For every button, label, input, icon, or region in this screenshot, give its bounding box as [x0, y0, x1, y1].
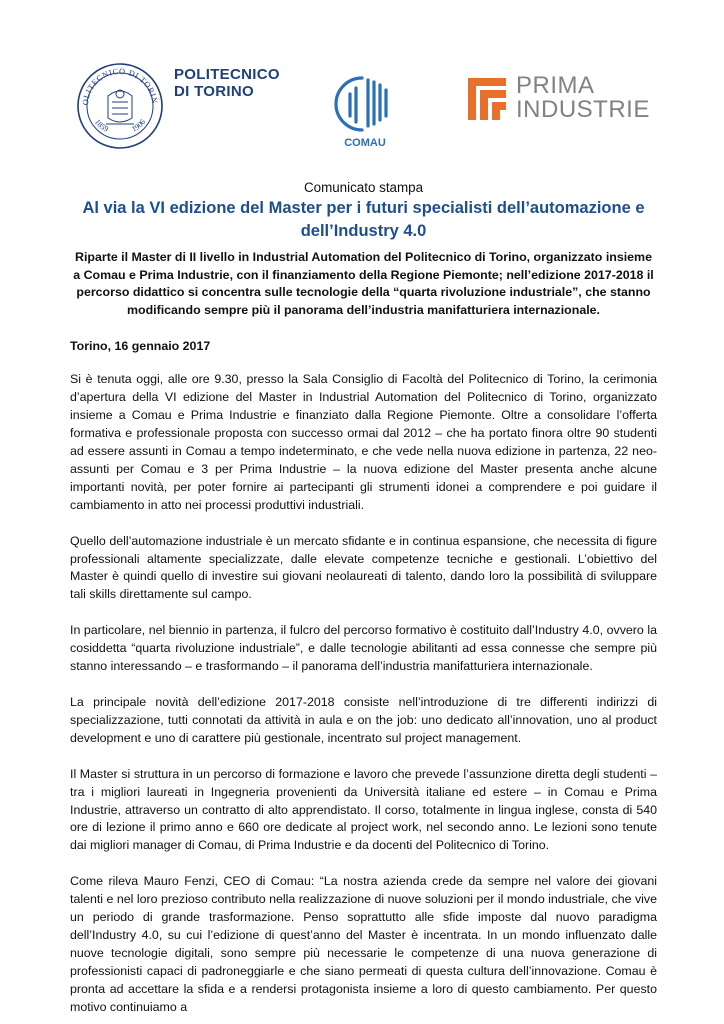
lead-paragraph: Riparte il Master di II livello in Industrial Automation del Politecnico di Torino, organizzato insieme a Comau e Prima Industrie, con il finanziamento della Regione Piemonte; nell’edizione 2017-2018 il percorso didattico si concentra sulle tecnologie della “quarta rivoluzione industriale”, che stanno modificando sempre più il panorama dell’industria manifatturiera internazionale.	[73, 250, 654, 317]
politecnico-seal-icon	[76, 62, 166, 152]
comau-mark-icon	[328, 72, 402, 152]
body-paragraph-2: Quello dell’automazione industriale è un mercato sfidante e in continua espansione, che necessita di figure professionali altamente specializzate, dalle elevate competenze tecniche e gestionali. L’obiettivo del Master è quindi quello di investire sui giovani neolaureati di talento, dando loro la possibilità di sviluppare tali skills direttamente sul campo.	[70, 533, 657, 602]
dateline: Torino, 16 gennaio 2017	[70, 339, 211, 354]
politecnico-line1: POLITECNICO	[174, 66, 280, 83]
body-paragraph-4: La principale novità dell’edizione 2017-2018 consiste nell’introduzione di tre differenti indirizzi di specializzazione, tutti connotati da attività in aula e on the job: uno dedicato all’innovation, uno al product development e uno di carattere più gestionale, incentrato sul project management.	[70, 694, 657, 745]
politecnico-logo	[76, 62, 280, 150]
body-paragraph-5: Il Master si struttura in un percorso di formazione e lavoro che prevede l’assunzione diretta degli studenti – tra i migliori laureati in Ingegneria provenienti da Università italiane ed estere – in Comau e Prima Industrie, attraverso un contratto di alto apprendistato. Il corso, totalmente in lingua inglese, consta di 540 ore di lezione il primo anno e 660 ore dedicate al project work, nel secondo anno. Le lezioni sono tenute dai migliori manager di Comau, di Prima Industrie e da docenti del Politecnico di Torino.	[70, 766, 657, 853]
prima-line1: PRIMA	[516, 72, 595, 99]
prima-line2: INDUSTRIE	[516, 96, 650, 123]
press-release-label: Comunicato stampa	[303, 180, 424, 195]
comau-logo	[328, 72, 402, 152]
body-paragraph-6: Come rileva Mauro Fenzi, CEO di Comau: “La nostra azienda crede da sempre nel valore dei giovani talenti e nel loro prezioso contributo nella realizzazione di nuove soluzioni per il mondo industriale, che vive un periodo di grande trasformazione. Penso soprattutto alle sfide imposte dal nuovo paradigma dell’Industry 4.0, su cui l’edizione di quest’anno del Master è incentrata. In un mondo influenzato dalle nuove tecnologie digitali, sono sempre più necessarie le competenze di una nuova generazione di professionisti capaci di padroneggiarle e che siano permeati di questa cultura dell’innovazione. Comau è pronta ad accettare la sfida e a rendersi protagonista insieme a loro di questo cambiamento. Per questo motivo continuiamo a	[70, 874, 657, 1014]
headline: Al via la VI edizione del Master per i futuri specialisti dell’automazione e dell’Industry 4.0	[82, 199, 645, 240]
body-paragraph-3: In particolare, nel biennio in partenza, il fulcro del percorso formativo è costituito dall’Industry 4.0, ovvero la cosiddetta “quarta rivoluzione industriale”, e dalle tecnologie abilitanti ad essa connesse che sempre più stanno interessando – e trasformando – il panorama dell’industria manifatturiera internazionale.	[70, 623, 657, 674]
politecnico-line2: DI TORINO	[174, 83, 254, 100]
svg-text:1859: 1859	[92, 117, 110, 134]
svg-text:POLITECNICO DI TORINO: OLITECNICO DI TORIN	[80, 66, 160, 106]
prima-industrie-logo	[466, 72, 666, 128]
comau-wordmark: COMAU	[344, 137, 386, 149]
svg-text:1906: 1906	[130, 117, 148, 134]
document-body	[70, 180, 657, 1016]
prima-mark-icon	[466, 72, 512, 122]
body-paragraph-1: Si è tenuta oggi, alle ore 9.30, presso la Sala Consiglio di Facoltà del Politecnico di Torino, la cerimonia d’apertura della VI edizione del Master in Industrial Automation del Politecnico di Torino, organizzato insieme a Comau e Prima Industrie e finanziato dalla Regione Piemonte. Oltre a consolidare l’offerta formativa e professionale proposta con successo ormai dal 2012 – che ha portato finora oltre 90 studenti ad essere assunti in Comau a tempo indeterminato, e che vede nella nuova edizione in partenza, 22 neo-assunti per Comau e 3 per Prima Industrie – la nuova edizione del Master presenta anche alcune importanti novità, per poter fornire ai partecipanti gli strumenti idonei a comprendere e poi guidare il cambiamento in atto nei processi produttivi industriali.	[70, 372, 657, 512]
